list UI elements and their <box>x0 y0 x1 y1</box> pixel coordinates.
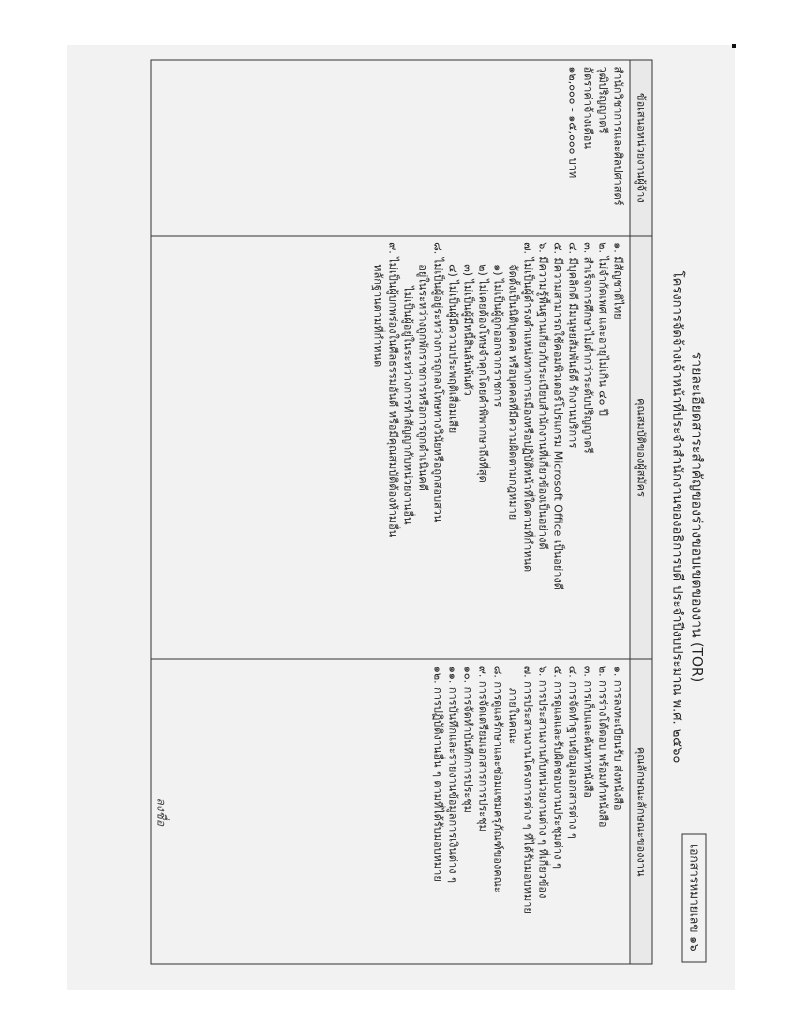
qualifications-cell <box>151 236 630 660</box>
job-description-cell <box>151 659 630 964</box>
qualification-item: ๖. มีความรู้พื้นฐานเกี่ยวกับระเบียบสำนักงานที่เกี่ยวข้องเป็นอย่างดี <box>536 242 550 550</box>
qualification-subitem: ๑) ไม่เป็นผู้ถูกออกจากราชการ <box>491 264 505 408</box>
qualification-item: ไม่เป็นผู้อยู่ในระหว่างการทำสัญญากับหน่วยงานอื่น <box>401 286 415 525</box>
qualification-item: อยู่ในระหว่างถูกพักราชการหรือการถูกดำเนินคดี <box>416 264 430 491</box>
agency-name: สำนักวิชาการและศิลปศาสตร์ <box>611 66 625 206</box>
header-job-description: คุณลักษณะลักษณะของงาน <box>630 659 652 964</box>
job-item: ๘. การดูแลรักษาและซ่อมแซมครุภัณฑ์ของคณะ <box>491 665 505 893</box>
salary-label: อัตราค่าจ้างเดือน <box>581 66 595 149</box>
rotated-document <box>91 60 711 975</box>
document-title: รายละเอียดสาระสำคัญของร่างขอบเขตของงาน (TOR) <box>688 351 705 683</box>
header-agency: ข้อเสนอหน่วยงานผู้จ้าง <box>630 60 652 236</box>
qualification-item: ๙. ไม่เป็นผู้บกพร่องในศีลธรรมอันดี หรือมีคุณสมบัติต้องห้ามอื่น <box>386 242 400 538</box>
qualification-item: หลักฐานตามที่กำหนด <box>371 264 385 368</box>
qualification-item: ๘. ไม่เป็นผู้อยู่ระหว่างการถูกลงโทษทางวินัยหรือถูกสอบสวน <box>431 242 445 523</box>
qualification-item: ๒. ไม่จำกัดเพศ และอายุไม่เกิน ๔๐ ปี <box>596 242 610 416</box>
attachment-number-box: เอกสารหมายเลข ๑๖ <box>682 833 707 962</box>
qualification-item: ๓. สำเร็จการศึกษาไม่ต่ำกว่าระดับปริญญาตรี <box>581 242 595 454</box>
qualification-subitem: ๔) ไม่เป็นผู้มีความประพฤติเสื่อมเสีย <box>446 264 460 434</box>
table-row <box>151 60 630 964</box>
qualification-item: ๕. มีความสามารถใช้คอมพิวเตอร์โปรแกรม Microsoft Office เป็นอย่างดี <box>551 242 565 590</box>
qualification-subitem: ๓) ไม่เป็นผู้มีหนี้สินล้นพ้นตัว <box>461 264 475 396</box>
header-qualifications: คุณสมบัติของผู้สมัคร <box>630 236 652 660</box>
job-item: ๔. การจัดทำฐานข้อมูลเอกสารต่าง ๆ <box>566 665 580 839</box>
qualification-subitem: ๒) ไม่เคยต้องโทษจำคุกโดยคำพิพากษาถึงที่สุด <box>476 264 490 483</box>
job-item: ๗. การประสานงานโครงการต่าง ๆ ที่ได้รับมอบหมาย <box>521 665 535 914</box>
agency-cell <box>151 60 630 236</box>
job-item: ๕. การดูแลและรับผิดชอบงานประชุมต่าง ๆ <box>551 665 565 869</box>
job-item: ๒. การร่างโต้ตอบ พร้อมทำหนังสือ <box>596 665 610 828</box>
job-item: ภายในคณะ <box>506 687 520 745</box>
salary-range: ๑๒,๐๐๐ - ๑๕,๐๐๐ บาท <box>566 66 580 179</box>
table-header-row <box>630 60 652 964</box>
scan-speck <box>732 44 736 48</box>
job-item: ๓. การเก็บและค้นหาหนังสือ <box>581 665 595 799</box>
job-item: ๙. การจัดเตรียมเอกสารการประชุม <box>476 665 490 832</box>
job-item: ๖. การประสานงานกับหน่วยงานต่าง ๆ ที่เกี่ยวข้อง <box>536 665 550 899</box>
qualification-item: จัดตั้งเป็นนิติบุคคล หรือบุคคลที่มีความผิดตามกฎหมาย <box>506 264 520 521</box>
degree-requirement: วุฒิปริญญาตรี <box>596 66 610 134</box>
qualification-item: ๑. มีสัญชาติไทย <box>611 242 625 320</box>
job-item: ๑๒. การปฏิบัติงานอื่น ๆ ตามที่ได้รับมอบหมาย <box>431 665 445 882</box>
job-item: ๑. การลงทะเบียนรับ ส่งหนังสือ <box>611 665 625 811</box>
qualification-item: ๔. มีบุคลิกดี มีมนุษยสัมพันธ์ดี รักงานบริการ <box>566 242 580 449</box>
job-item: ๑๐. การจัดทำบันทึกการประชุม <box>461 665 475 813</box>
document-subtitle: โครงการจัดจ้างเจ้าหน้าที่ประจำสำนักงานของอธิการบดี ประจำปีงบประมาณ พ.ศ. ๒๕๖๐ <box>669 270 685 764</box>
tor-table <box>151 60 653 965</box>
job-item: ๑๑. การบันทึกและรายงานข้อมูลการเงินต่าง ๆ <box>446 665 460 883</box>
signature: ลงชื่อ <box>154 797 169 827</box>
qualification-item: ๗. ไม่เป็นผู้ดำรงตำแหน่งทางการเมืองหรือปฏิบัติหน้าที่ใดตามที่กำหนด <box>521 242 535 573</box>
